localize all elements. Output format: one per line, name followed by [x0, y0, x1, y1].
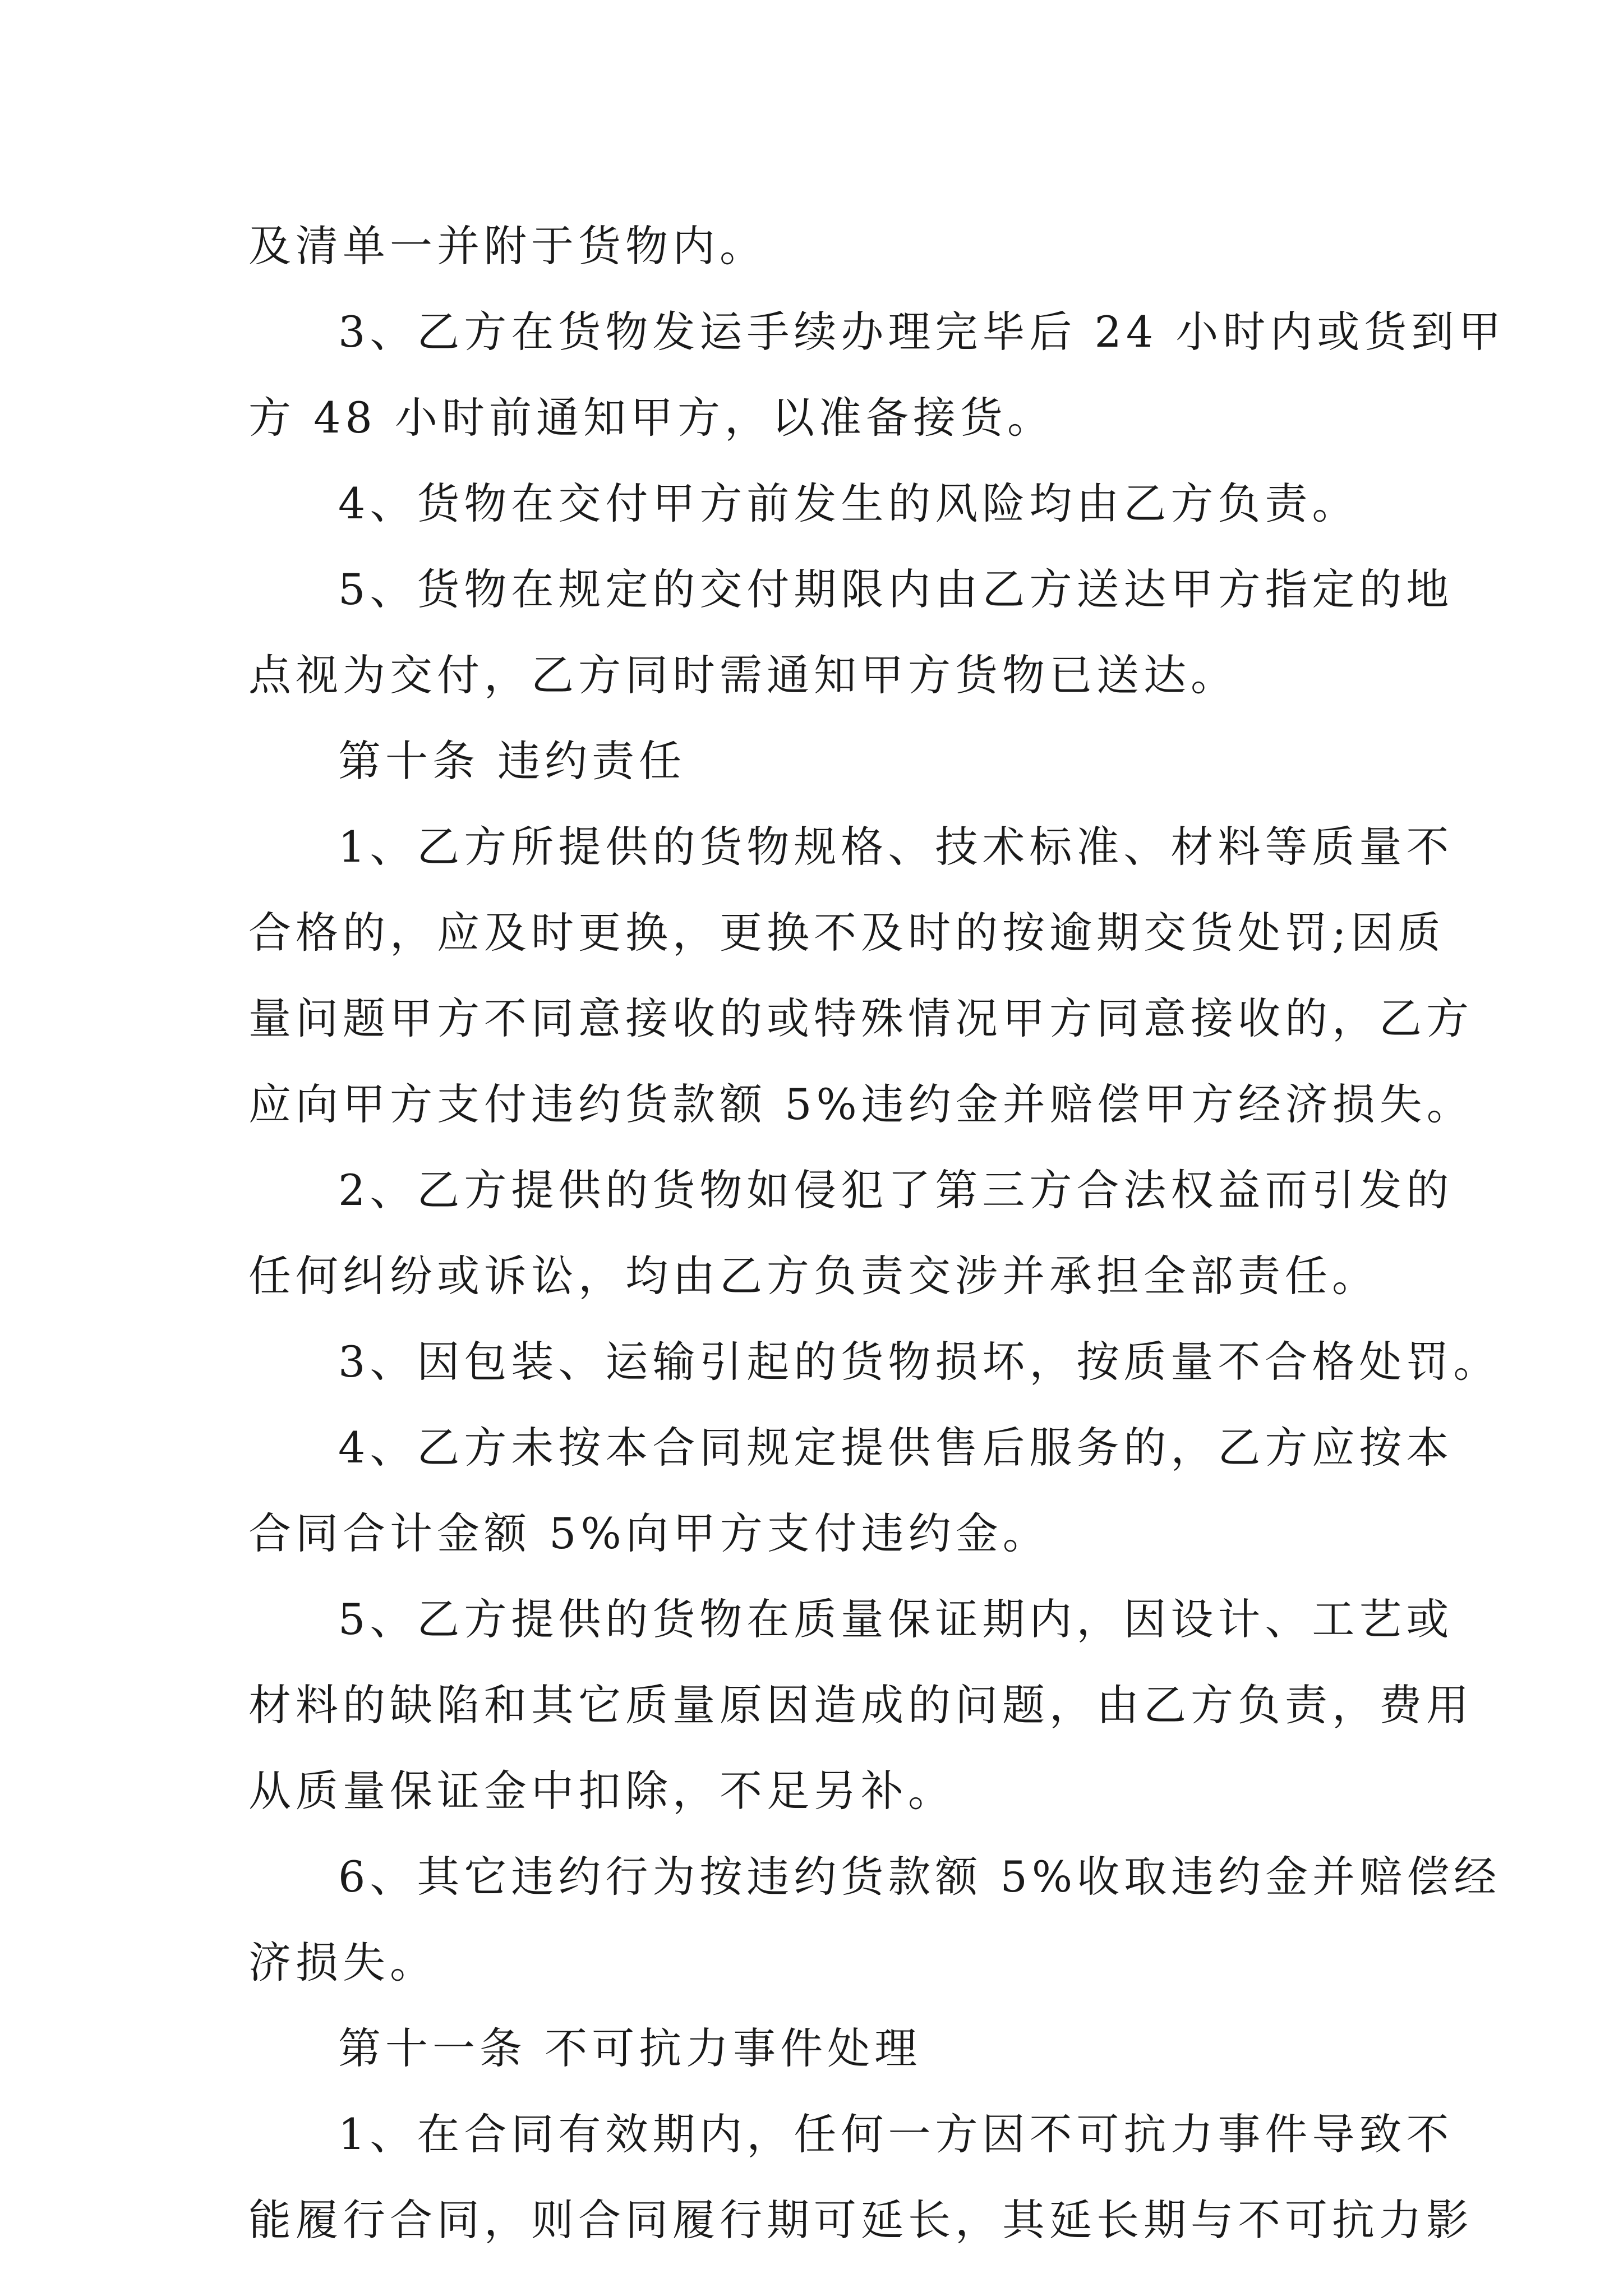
text-line: 合格的，应及时更换，更换不及时的按逾期交货处罚;因质: [248, 908, 1445, 958]
text-line: 方 48 小时前通知甲方，以准备接货。: [248, 393, 1055, 443]
text-line: 4、乙方未按本合同规定提供售后服务的，乙方应按本: [338, 1423, 1454, 1473]
text-line: 1、在合同有效期内，任何一方因不可抗力事件导致不: [338, 2109, 1454, 2159]
text-line: 应向甲方支付违约货款额 5%违约金并赔偿甲方经济损失。: [248, 1079, 1474, 1129]
text-line: 任何纠纷或诉讼，均由乙方负责交涉并承担全部责任。: [248, 1251, 1379, 1301]
text-line: 4、货物在交付甲方前发生的风险均由乙方负责。: [338, 478, 1359, 528]
text-line: 1、乙方所提供的货物规格、技术标准、材料等质量不: [338, 822, 1454, 872]
text-line: 从质量保证金中扣除，不足另补。: [248, 1766, 955, 1816]
text-line: 材料的缺陷和其它质量原因造成的问题，由乙方负责，费用: [248, 1680, 1473, 1730]
text-line: 合同合计金额 5%向甲方支付违约金。: [248, 1508, 1050, 1558]
text-line: 2、乙方提供的货物如侵犯了第三方合法权益而引发的: [338, 1165, 1454, 1215]
text-line: 量问题甲方不同意接收的或特殊情况甲方同意接收的，乙方: [248, 993, 1473, 1043]
section-heading: 第十一条 不可抗力事件处理: [338, 2023, 922, 2073]
document-page: [248, 203, 1506, 2263]
text-line: 6、其它违约行为按违约货款额 5%收取违约金并赔偿经: [338, 1852, 1501, 1902]
text-line: 济损失。: [248, 1938, 437, 1987]
section-heading: 第十条 违约责任: [338, 736, 686, 786]
text-line: 5、乙方提供的货物在质量保证期内，因设计、工艺或: [338, 1594, 1454, 1644]
text-line: 3、乙方在货物发运手续办理完毕后 24 小时内或货到甲: [338, 307, 1506, 357]
text-line: 点视为交付，乙方同时需通知甲方货物已送达。: [248, 650, 1238, 700]
text-line: 及清单一并附于货物内。: [248, 221, 767, 271]
text-line: 3、因包装、运输引起的货物损坏，按质量不合格处罚。: [338, 1337, 1501, 1387]
text-line: 能履行合同，则合同履行期可延长，其延长期与不可抗力影: [248, 2195, 1473, 2245]
text-line: 5、货物在规定的交付期限内由乙方送达甲方指定的地: [338, 564, 1454, 614]
